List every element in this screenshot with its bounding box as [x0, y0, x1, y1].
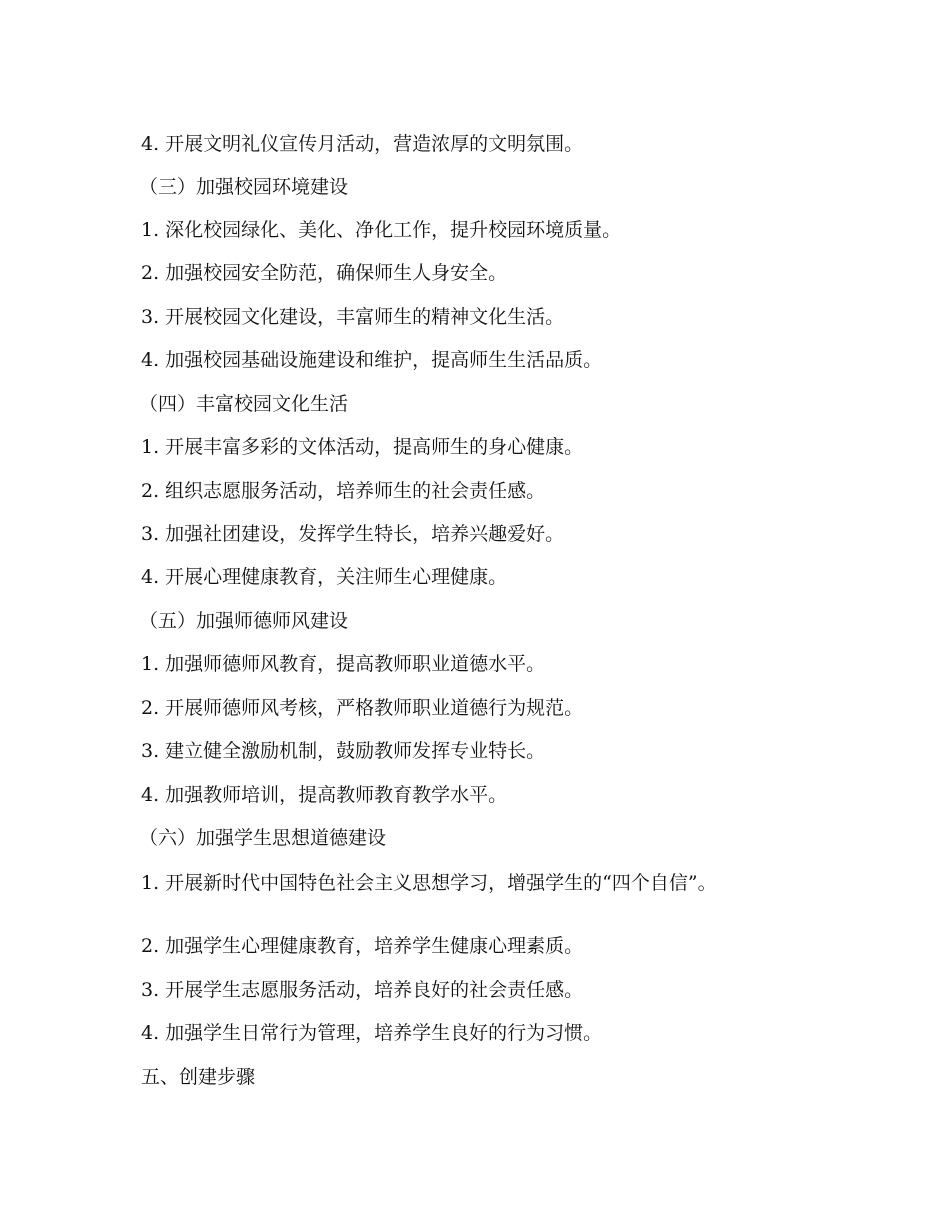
list-item: 4. 加强教师培训，提高教师教育教学水平。 [141, 784, 508, 806]
section-heading: （六）加强学生思想道德建设 [139, 827, 387, 849]
list-item: 4. 开展心理健康教育，关注师生心理健康。 [141, 566, 508, 588]
list-item: 2. 组织志愿服务活动，培养师生的社会责任感。 [141, 480, 546, 502]
list-item: 3. 加强社团建设，发挥学生特长，培养兴趣爱好。 [141, 523, 565, 545]
list-item: 3. 建立健全激励机制，鼓励教师发挥专业特长。 [141, 740, 546, 762]
list-item: 2. 加强校园安全防范，确保师生人身安全。 [141, 262, 508, 284]
list-item: 4. 加强学生日常行为管理，培养学生良好的行为习惯。 [141, 1022, 603, 1044]
list-item: 1. 开展丰富多彩的文体活动，提高师生的身心健康。 [141, 436, 584, 458]
list-item: 2. 开展师德师风考核，严格教师职业道德行为规范。 [141, 697, 584, 719]
list-item: 1. 开展新时代中国特色社会主义思想学习，增强学生的“四个自信”。 [141, 872, 717, 894]
list-item: 2. 加强学生心理健康教育，培养学生健康心理素质。 [141, 935, 584, 957]
list-item: 3. 开展学生志愿服务活动，培养良好的社会责任感。 [141, 979, 584, 1001]
list-item: 4. 开展文明礼仪宣传月活动，营造浓厚的文明氛围。 [141, 133, 584, 155]
section-heading: 五、创建步骤 [141, 1066, 256, 1088]
list-item: 1. 加强师德师风教育，提高教师职业道德水平。 [141, 653, 546, 675]
section-heading: （四）丰富校园文化生活 [139, 393, 349, 415]
list-item: 3. 开展校园文化建设，丰富师生的精神文化生活。 [141, 306, 565, 328]
section-heading: （三）加强校园环境建设 [139, 176, 349, 198]
list-item: 4. 加强校园基础设施建设和维护，提高师生生活品质。 [141, 349, 603, 371]
list-item: 1. 深化校园绿化、美化、净化工作，提升校园环境质量。 [141, 219, 622, 241]
section-heading: （五）加强师德师风建设 [139, 610, 349, 632]
